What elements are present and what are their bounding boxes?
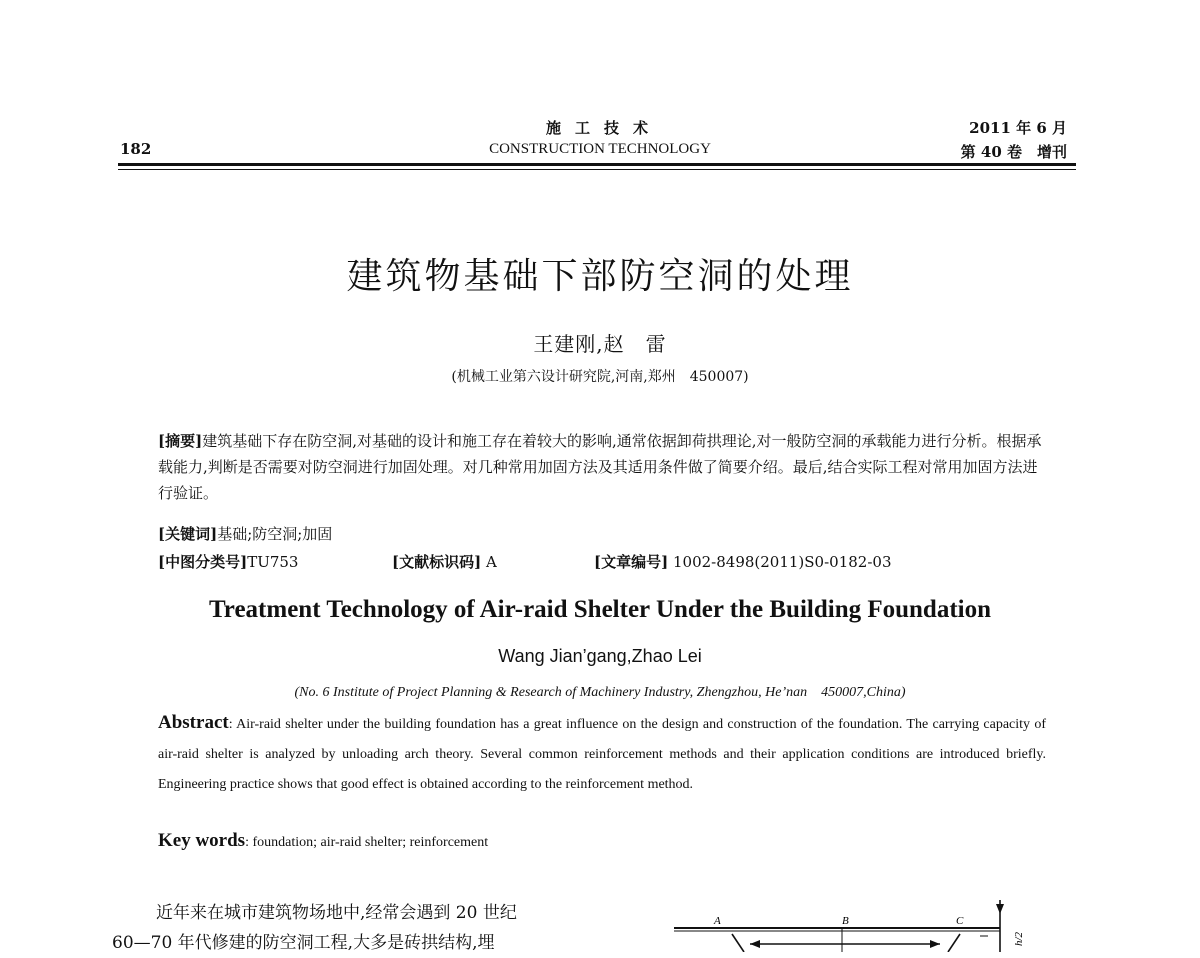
- arch-left: [732, 934, 744, 952]
- keywords-cn-text: 基础;防空洞;加固: [217, 525, 333, 543]
- shelter-diagram: [670, 900, 1070, 952]
- issue-volume: 第 40 卷 增刊: [960, 143, 1067, 161]
- article-no-label: [文章编号]: [594, 553, 669, 571]
- issue-date: 2011 年 6 月: [969, 119, 1067, 137]
- arch-right: [948, 934, 960, 952]
- clc-label: [中图分类号]: [158, 553, 248, 571]
- article-no-value: 1002-8498(2011)S0-0182-03: [672, 553, 892, 571]
- clc-field: [158, 553, 298, 571]
- keywords-cn: [158, 523, 332, 544]
- keywords-en-label: Key words: [158, 830, 246, 851]
- authors-cn: 王建刚,赵 雷: [533, 332, 667, 356]
- header-rule-thick: [118, 163, 1076, 166]
- arrow-right: [930, 940, 940, 948]
- journal-title-en: CONSTRUCTION TECHNOLOGY: [489, 141, 711, 157]
- body-text: [112, 898, 587, 958]
- affiliation-cn: (机械工业第六设计研究院,河南,郑州 450007): [451, 369, 749, 385]
- keywords-en: [158, 830, 488, 852]
- abstract-en-label: Abstract: [158, 712, 229, 733]
- affiliation-en: (No. 6 Institute of Project Planning & Research of Machinery Industry, Zhengzhou, He’nan 450007,China): [294, 685, 906, 700]
- body-line-2: 60—70 年代修建的防空洞工程,大多是砖拱结构,埋: [112, 933, 495, 953]
- abstract-cn: [158, 428, 1048, 506]
- doc-code-value: A: [485, 553, 497, 571]
- classification-row: [158, 551, 1058, 572]
- keywords-en-text: : foundation; air-raid shelter; reinforcement: [245, 835, 489, 850]
- dimension-arrow: [996, 904, 1004, 914]
- journal-title-cn: 施工技术: [545, 119, 662, 137]
- abstract-cn-text: 建筑基础下存在防空洞,对基础的设计和施工存在着较大的影响,通常依据卸荷拱理论,对一般防空洞的承载能力进行分析。根据承载能力,判断是否需要对防空洞进行加固处理。对几种常用加固方法及其适用条件做了简要介绍。最后,结合实际工程对常用加固方法进行验证。: [158, 432, 1042, 502]
- arrow-left: [750, 940, 760, 948]
- doc-code-field: [392, 551, 497, 572]
- abstract-en-text: : Air-raid shelter under the building foundation has a great influence on the design and construction of the foundation. The carrying capacity of air-raid shelter is analyzed by unloading arch theory. Several common reinforcement methods and their application conditions are introduced briefly. Engineering practice shows that good effect is obtained according to the reinforcement method.: [158, 717, 1046, 792]
- body-line-1: 近年来在城市建筑物场地中,经常会遇到 20 世纪: [156, 903, 517, 923]
- article-title-en: Treatment Technology of Air-raid Shelter Under the Building Foundation: [208, 596, 992, 623]
- abstract-cn-label: [摘要]: [158, 432, 203, 450]
- page-number: 182: [120, 140, 152, 158]
- article-title-cn: 建筑物基础下部防空洞的处理: [346, 256, 854, 297]
- fig-label-b: B: [842, 915, 849, 927]
- doc-code-label: [文献标识码]: [392, 553, 482, 571]
- authors-en: Wang Jian’gang,Zhao Lei: [498, 646, 702, 666]
- article-no-field: [594, 551, 892, 572]
- fig-dim-label: h/2: [1013, 931, 1025, 946]
- header-rule-thin: [118, 169, 1076, 170]
- fig-label-c: C: [956, 915, 964, 927]
- abstract-en: [158, 708, 1046, 800]
- clc-value: TU753: [247, 553, 299, 571]
- fig-label-a: A: [714, 915, 721, 927]
- keywords-cn-label: [关键词]: [158, 525, 218, 543]
